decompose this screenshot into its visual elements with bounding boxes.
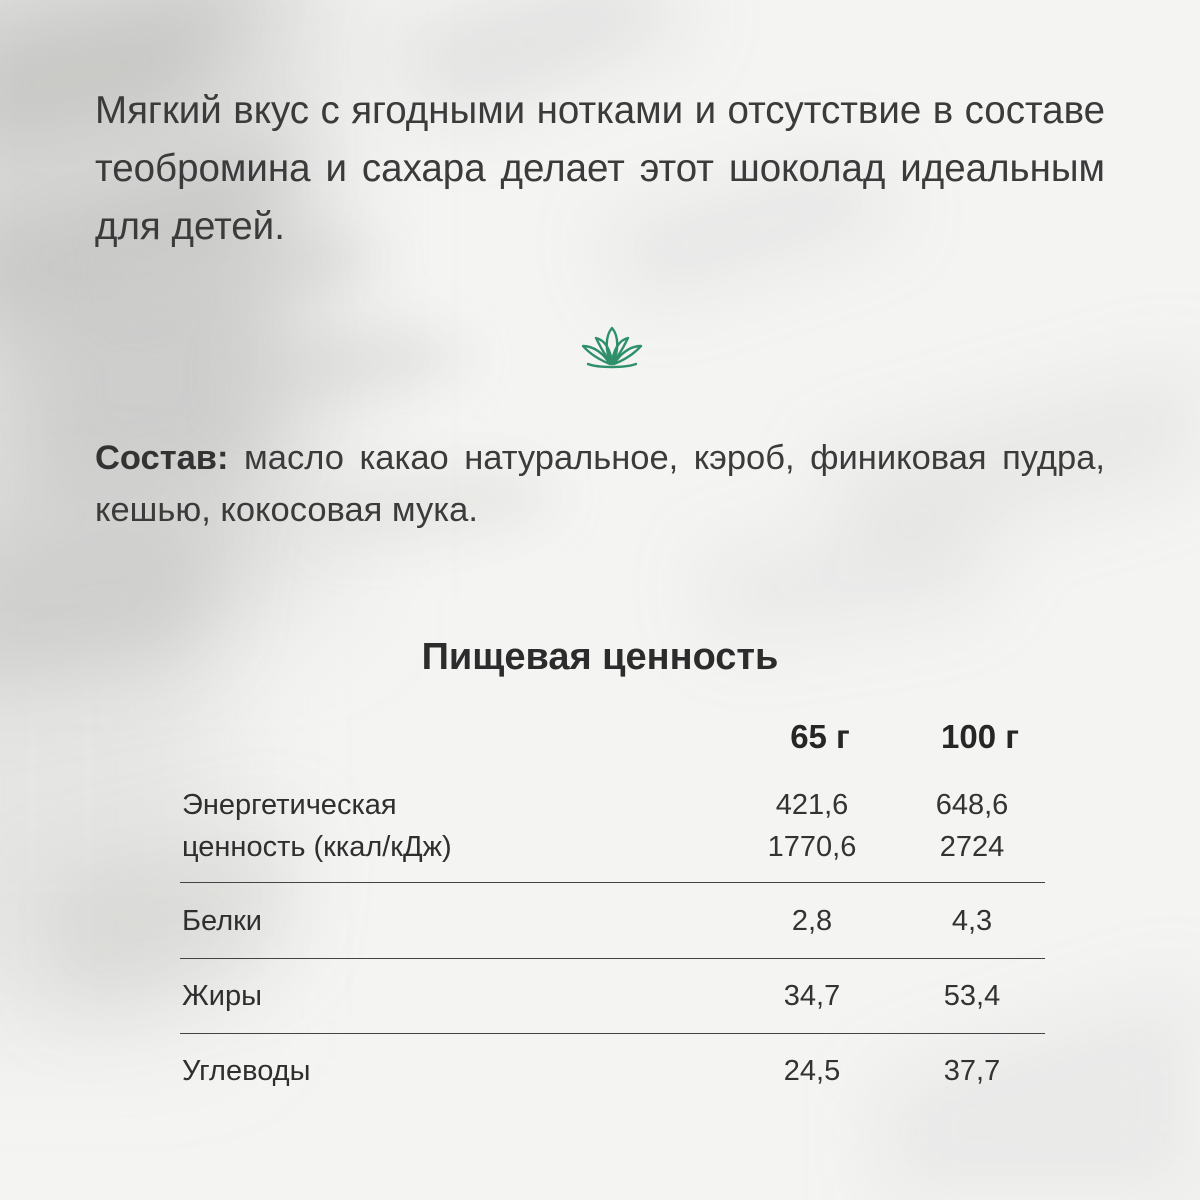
value-100g: 37,7 xyxy=(943,1055,1001,1087)
value-65g: 24,5 xyxy=(783,1055,841,1087)
nutrient-name xyxy=(182,784,452,868)
nutrient-name: Белки xyxy=(182,905,263,937)
value-65g xyxy=(742,784,882,868)
column-header-65g: 65 г xyxy=(790,718,850,755)
column-header-100g: 100 г xyxy=(941,718,1019,755)
nutrient-name: Углеводы xyxy=(182,1055,311,1087)
value-line: 648,6 xyxy=(935,789,1009,821)
value-100g xyxy=(902,784,1042,868)
nutrient-name-line: ценность (ккал/кДж) xyxy=(182,831,452,863)
table-divider xyxy=(180,1033,1045,1034)
value-line: 1770,6 xyxy=(767,831,857,863)
lotus-icon xyxy=(578,322,646,370)
nutrition-title: Пищевая ценность xyxy=(421,636,779,678)
composition-ingredients: масло какао натуральное, кэроб, финиковая пудра, кешью, кокосовая мука. xyxy=(95,439,1105,529)
table-divider xyxy=(180,882,1045,883)
nutrient-name-line: Энергетическая xyxy=(182,789,397,821)
value-100g: 53,4 xyxy=(943,980,1001,1012)
product-description: Мягкий вкус с ягодными нотками и отсутствие в составе теобромина и сахара делает этот шоколад идеальным для детей. xyxy=(95,89,1105,248)
value-65g: 2,8 xyxy=(791,905,833,937)
composition-label: Состав: xyxy=(95,439,229,477)
nutrient-name: Жиры xyxy=(182,980,262,1012)
value-65g: 34,7 xyxy=(783,980,841,1012)
value-100g: 4,3 xyxy=(951,905,993,937)
table-divider xyxy=(180,958,1045,959)
value-line: 421,6 xyxy=(775,789,849,821)
value-line: 2724 xyxy=(939,831,1005,863)
composition-text xyxy=(95,432,1105,536)
